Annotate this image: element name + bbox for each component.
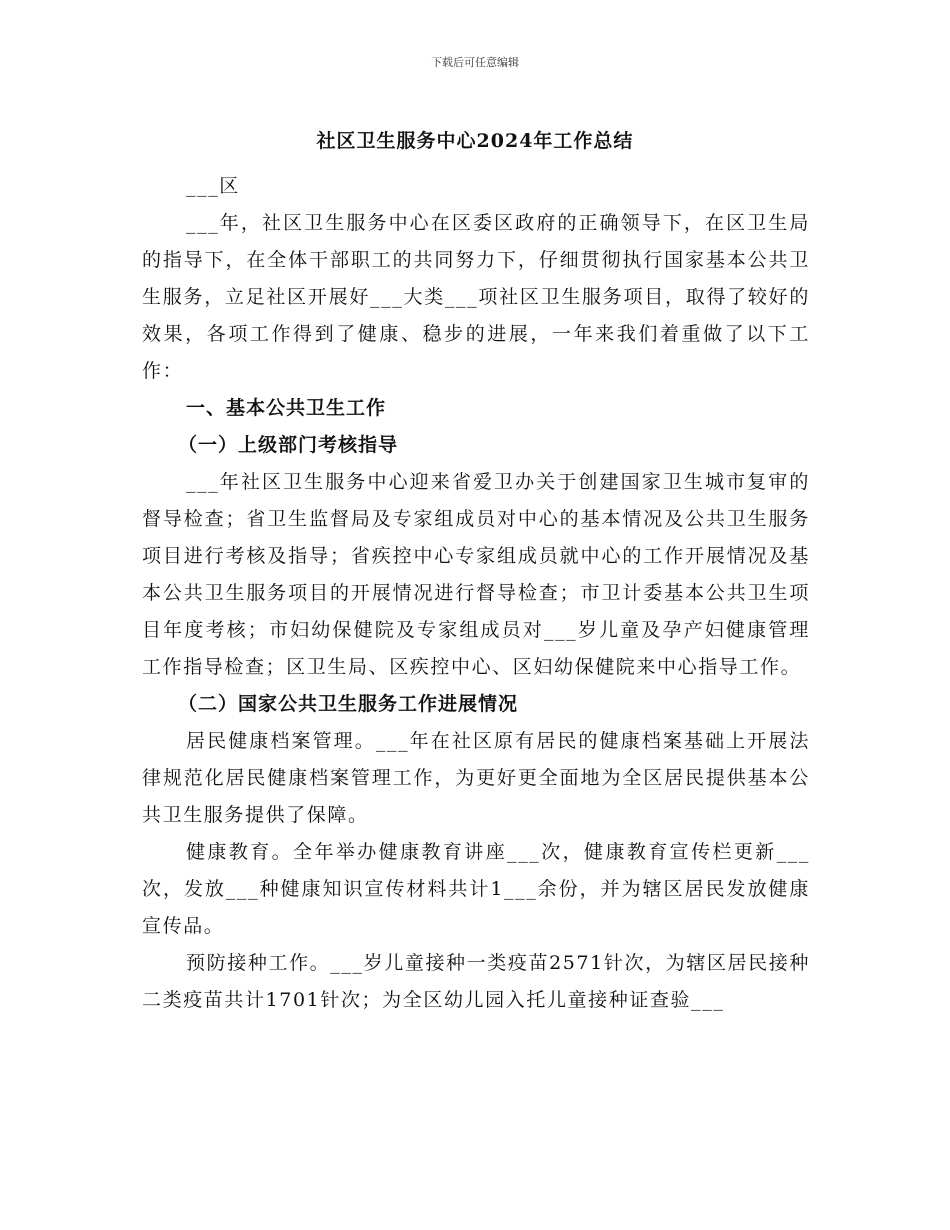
paragraph-inspection: ___年社区卫生服务中心迎来省爱卫办关于创建国家卫生城市复审的督导检查；省卫生监督局及专家组成员对中心的基本情况及公共卫生服务项目进行考核及指导；省疾控中心专家组成员就中心的工作开展情况及基本公共卫生服务项目的开展情况进行督导检查；市卫计委基本公共卫生项目年度考核；市妇幼保健院及专家组成员对___岁儿童及孕产妇健康管理工作指导检查；区卫生局、区疾控中心、区妇幼保健院来中心指导工作。 xyxy=(142,471,810,678)
paragraph-district: ___区 xyxy=(186,175,240,197)
paragraph-intro: ___年，社区卫生服务中心在区委区政府的正确领导下，在区卫生局的指导下，在全体干部职工的共同努力下，仔细贯彻执行国家基本公共卫生服务，立足社区开展好___大类___项社区卫生服务项目，取得了较好的效果，各项工作得到了健康、稳步的进展，一年来我们着重做了以下工作： xyxy=(142,212,810,382)
subsection-heading-2: （二）国家公共卫生服务工作进展情况 xyxy=(178,693,519,715)
document-body xyxy=(142,168,810,1019)
subsection-heading-1: （一）上级部门考核指导 xyxy=(178,434,399,456)
section-heading-1: 一、基本公共卫生工作 xyxy=(186,397,387,419)
paragraph-health-records: 居民健康档案管理。___年在社区原有居民的健康档案基础上开展法律规范化居民健康档案管理工作，为更好更全面地为全区居民提供基本公共卫生服务提供了保障。 xyxy=(142,730,810,826)
paragraph-health-education: 健康教育。全年举办健康教育讲座___次，健康教育宣传栏更新___次，发放___种健康知识宣传材料共计1___余份，并为辖区居民发放健康宣传品。 xyxy=(142,841,810,937)
header-note: 下载后可任意编辑 xyxy=(431,56,519,69)
paragraph-vaccination: 预防接种工作。___岁儿童接种一类疫苗2571针次，为辖区居民接种二类疫苗共计1701针次；为全区幼儿园入托儿童接种证查验___ xyxy=(142,952,810,1011)
document-title: 社区卫生服务中心2024年工作总结 xyxy=(316,130,634,152)
